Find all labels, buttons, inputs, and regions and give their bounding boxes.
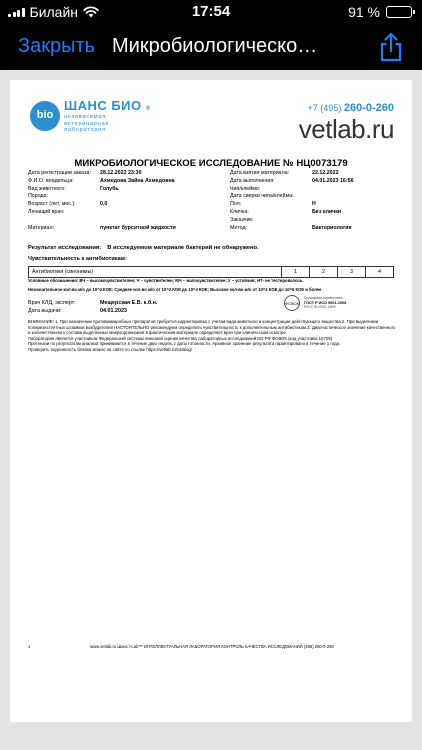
info-value: Бактериология [312, 224, 352, 231]
result-label: Результат исследования: [28, 245, 102, 251]
logo-text [64, 98, 151, 133]
doctor-label: Врач КЛД, эксперт: [28, 300, 76, 306]
signature-block [28, 296, 394, 316]
certification-seal-icon: ФСВОК [284, 295, 300, 311]
info-value: 22.12.2022 [312, 170, 339, 176]
info-row [28, 186, 218, 194]
table-col-4: 4 [366, 267, 394, 278]
right-info-block [230, 170, 420, 232]
info-row [230, 170, 420, 178]
brand-mark: ® [145, 106, 151, 112]
info-label: Лечащий врач: [28, 208, 65, 215]
certification-badge [284, 292, 394, 314]
table-label: Антибиотики (синонимы) [29, 267, 282, 278]
issue-label: Дата выдачи: [28, 308, 62, 314]
document-page [10, 80, 412, 722]
info-value: Н [312, 201, 316, 208]
notes-block [28, 319, 396, 352]
info-row [230, 225, 420, 233]
info-value: пунктат бурситной жидкости [100, 224, 176, 231]
info-row [28, 170, 218, 178]
footer-text: www.vetlab.ru Шанс i-Lab™ ИНТЕЛЛЕКТУАЛЬНАЯ ЛАБОРАТОРИЯ КОНТРОЛЬ КАЧЕСТВА ИССЛЕДОВАНИЙ (495) 260-0-260 [90, 644, 334, 649]
brand-name-text: ШАНС БИО [64, 98, 142, 113]
info-row [28, 225, 218, 233]
info-value: Без клички [312, 208, 342, 215]
info-label: Возраст (лет, мес.): [28, 201, 76, 208]
note-claims: Претензии по результатам анализа принимаются в течение двух недель с даты готовности. Архивное хранение результата гарантировано в течение 1 года. [28, 341, 341, 347]
info-label: Ф.И.О. владельца: [28, 177, 74, 184]
doctor-name: Мещерская Е.В. к.б.н. [100, 300, 158, 306]
info-value: 04.01.2023 16:56 [312, 177, 354, 184]
carrier-name: Билайн [29, 4, 79, 20]
badge-top: Сертификат соответствия [304, 296, 343, 301]
page-number: 1 [28, 644, 31, 649]
close-button[interactable]: Закрыть [18, 35, 96, 57]
lab-site: vetlab.ru [298, 113, 394, 144]
info-label: Дата регистрации заказа: [28, 170, 91, 176]
issue-date: 04.01.2023 [100, 308, 127, 314]
info-label: Порода: [28, 193, 49, 200]
nav-bar [0, 26, 422, 70]
table-col-1: 1 [282, 267, 310, 278]
note-fsvok: Лаборатория является участником Федеральной системы внешней оценки качества лабораторных исследований МЗ РФ ФСВОК (код участника 10709) [28, 335, 333, 341]
info-label: Вид животного: [28, 185, 66, 192]
phone-code: +7 (495) [307, 103, 342, 113]
info-label: Материал: [28, 224, 55, 231]
note-verify: Проверить подлинность бланка можно на сайте по ссылке https://vetlab.ru/catalog/ [28, 346, 192, 352]
lab-contact [299, 102, 394, 143]
status-bar [0, 0, 422, 26]
brand-tagline-3: лаборатория [64, 126, 106, 133]
document-footer [28, 644, 396, 649]
info-value: 28.12.2022 23:30 [100, 170, 142, 176]
info-row [230, 193, 420, 201]
document-viewer[interactable] [0, 70, 422, 750]
sensitivity-title: Чувствительность к антибиотикам: [28, 256, 127, 262]
legend-quantities: Незначительное кол-во м/о до 10^2 КОЕ; Среднее кол-во м/о от 10^2 КОЕ до 10^4 КОЕ; Высокое кол-во м/о от 10^4 КОЕ до 10^6 КОЕ и более [28, 287, 322, 292]
info-value: 0,0 [100, 201, 108, 208]
info-label: Пол: [230, 201, 242, 208]
badge-bot: РОСС RU.0001.13ИФ [304, 305, 336, 310]
info-row [230, 178, 420, 186]
info-label: Метод: [230, 224, 248, 231]
info-row [28, 217, 218, 225]
info-value: Ахмедова Зайна Ахмедовна [100, 177, 175, 184]
note-warning: ВНИМАНИЕ! 1. При назначении противомикробных препаратов требуется корректировка с учетом вида животного и концентрации действующего вещества.2. При выделении полирезистентных штаммов возбудителей НАСТОЯТЕЛЬНО рекомендуем определить чувствительность к дополнительным антибиотикам.3. Диагностическое значение качественного и количественного состава выделенных микроорганизмов в фактическом материале определяет врач при клиническом осмотре. [28, 319, 396, 336]
info-label: Дата взятия материала: [230, 170, 290, 176]
document-title: МИКРОБИОЛОГИЧЕСКОЕ ИССЛЕДОВАНИЕ № НЦ0073179 [74, 158, 348, 169]
info-label: Дата сверки чипа/клейма: [230, 193, 294, 200]
battery-percent: 91 % [348, 4, 380, 20]
info-row [28, 209, 218, 217]
battery-icon [386, 6, 412, 18]
left-info-block [28, 170, 218, 232]
info-row [28, 193, 218, 201]
share-icon[interactable] [378, 32, 404, 62]
info-label: Чип/клеймо: [230, 185, 261, 192]
nav-title: Микробиологическо… [112, 35, 318, 57]
info-label [28, 217, 100, 225]
phone-number: 260-0-260 [343, 102, 394, 114]
brand-name [64, 98, 151, 114]
legend-symbols: Условные обозначения: ВЧ – высокочувствителен; Ч – чувствителен; МЧ – малочувствителен; У – устойчив; НТ- не тестировалось. [28, 278, 304, 283]
info-row [28, 178, 218, 186]
table-col-3: 3 [338, 267, 366, 278]
result-line [28, 245, 265, 252]
status-right [348, 4, 412, 20]
info-row [230, 209, 420, 217]
certification-text [304, 296, 346, 309]
info-row [28, 201, 218, 209]
brand-tagline-2: ветеринарная [64, 120, 110, 127]
result-text: В исследуемом материале бактерий не обнаружено. [107, 245, 259, 251]
sensitivity-table [28, 266, 394, 278]
info-row [230, 201, 420, 209]
clock: 17:54 [191, 3, 231, 20]
info-label: Кличка: [230, 208, 249, 215]
info-value: Голубь [100, 185, 119, 192]
badge-mid: ГОСТ Р ИСО 9001-2008 [304, 300, 347, 305]
brand-tagline-1: независимая [64, 114, 106, 121]
info-row [230, 217, 420, 225]
info-label: Дата выполнения: [230, 177, 275, 184]
table-row [29, 267, 394, 278]
bio-logo-icon: bio [30, 101, 60, 131]
lab-logo [30, 98, 151, 133]
info-label: Заказчик: [230, 216, 254, 223]
table-col-2: 2 [310, 267, 338, 278]
